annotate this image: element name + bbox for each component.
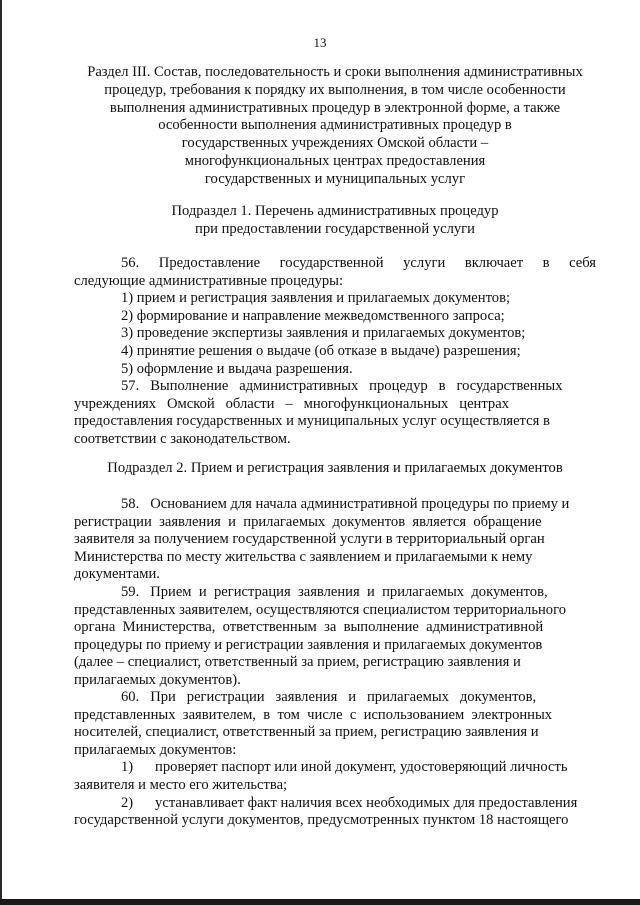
subsection-2-heading: Подраздел 2. Прием и регистрация заявления и прилагаемых документов — [107, 460, 563, 476]
paragraph-59-line: процедуры по приему и регистрации заявления и прилагаемых документов — [74, 636, 543, 653]
procedure-list-item: 4) принятие решения о выдаче (об отказе в выдаче) разрешения; — [121, 342, 521, 359]
paragraph-60-item-1-line: 1) проверяет паспорт или иной документ, удостоверяющий личность — [121, 759, 568, 776]
paragraph-59-line: органа Министерства, ответственным за выполнение административной — [74, 619, 544, 636]
paragraph-60-item-2-line: 2) устанавливает факт наличия всех необходимых для предоставления — [121, 794, 578, 811]
section-heading-line: выполнения административных процедур в электронной форме, а также — [109, 99, 561, 116]
paragraph-60-line: представленных заявителем, в том числе с использованием электронных — [74, 706, 553, 723]
scan-bottom-edge — [0, 899, 640, 905]
paragraph-59-block — [74, 584, 596, 690]
paragraph-60-line: носителей, специалист, ответственный за прием, регистрацию заявления и — [74, 724, 539, 741]
paragraph-58-line: заявителя за получением государственной услуги в территориальный орган — [74, 531, 545, 548]
section-heading-line: Раздел III. Состав, последовательность и сроки выполнения административных — [87, 64, 583, 80]
procedure-list-item: 1) прием и регистрация заявления и прилагаемых документов; — [121, 290, 511, 307]
paragraph-58-line: документами. — [74, 566, 160, 583]
paragraph-60-line: прилагаемых документов: — [74, 741, 237, 758]
subsection-1-heading — [72, 203, 598, 239]
paragraph-58-line: регистрации заявления и прилагаемых документов является обращение — [74, 513, 542, 530]
page-number: 13 — [313, 35, 327, 50]
paragraph-57-line: учреждениях Омской области – многофункциональных центрах — [74, 395, 509, 412]
paragraph-57-line: 57. Выполнение административных процедур в государственных — [121, 378, 563, 395]
paragraph-57-line: соответствии с законодательством. — [74, 430, 291, 447]
section-heading-line: государственных и муниципальных услуг — [204, 170, 466, 187]
paragraph-57-line: предоставления государственных и муниципальных услуг осуществляется в — [74, 413, 550, 430]
section-heading-line: государственных учреждениях Омской области – — [181, 135, 489, 152]
subsection-1-line: при предоставлении государственной услуги — [195, 220, 475, 237]
paragraph-60-line: 60. При регистрации заявления и прилагаемых документов, — [121, 689, 537, 705]
paragraph-59-line: 59. Прием и регистрация заявления и прилагаемых документов, — [121, 584, 548, 600]
paragraph-56-line: 56. Предоставление государственной услуги включает в себя — [121, 255, 596, 271]
paragraph-60-item-1-line: заявителя и место его жительства; — [74, 776, 288, 793]
paragraph-59-line: прилагаемых документов). — [74, 671, 241, 688]
paragraph-59-line: представленных заявителем, осуществляются специалистом территориального — [74, 601, 566, 618]
procedure-list-item: 5) оформление и выдача разрешения. — [121, 360, 353, 377]
paragraph-56-block — [74, 255, 596, 449]
paragraph-60-block — [74, 689, 596, 830]
subsection-1-line: Подраздел 1. Перечень административных процедур — [171, 203, 499, 219]
section-heading-line: особенности выполнения административных процедур в — [158, 117, 512, 134]
paragraph-58-block — [74, 496, 596, 584]
paragraph-56-line: следующие административные процедуры: — [74, 272, 344, 289]
section-heading-line: процедур, требования к порядку их выполнения, в том числе особенности — [104, 81, 566, 98]
procedure-list-item: 2) формирование и направление межведомственного запроса; — [121, 307, 505, 324]
scan-left-edge — [0, 0, 2, 905]
paragraph-59-line: (далее – специалист, ответственный за прием, регистрацию заявления и — [74, 654, 521, 671]
procedure-list-item: 3) проведение экспертизы заявления и прилагаемых документов; — [121, 325, 526, 342]
paragraph-58-line: Министерства по месту жительства с заявлением и прилагаемыми к нему — [74, 548, 533, 565]
section-heading-line: многофункциональных центрах предоставления — [184, 152, 486, 169]
paragraph-60-item-2-line: государственной услуги документов, предусмотренных пунктом 18 настоящего — [74, 812, 569, 829]
section-heading — [72, 64, 598, 189]
paragraph-58-line: 58. Основанием для начала административной процедуры по приему и — [121, 496, 570, 512]
